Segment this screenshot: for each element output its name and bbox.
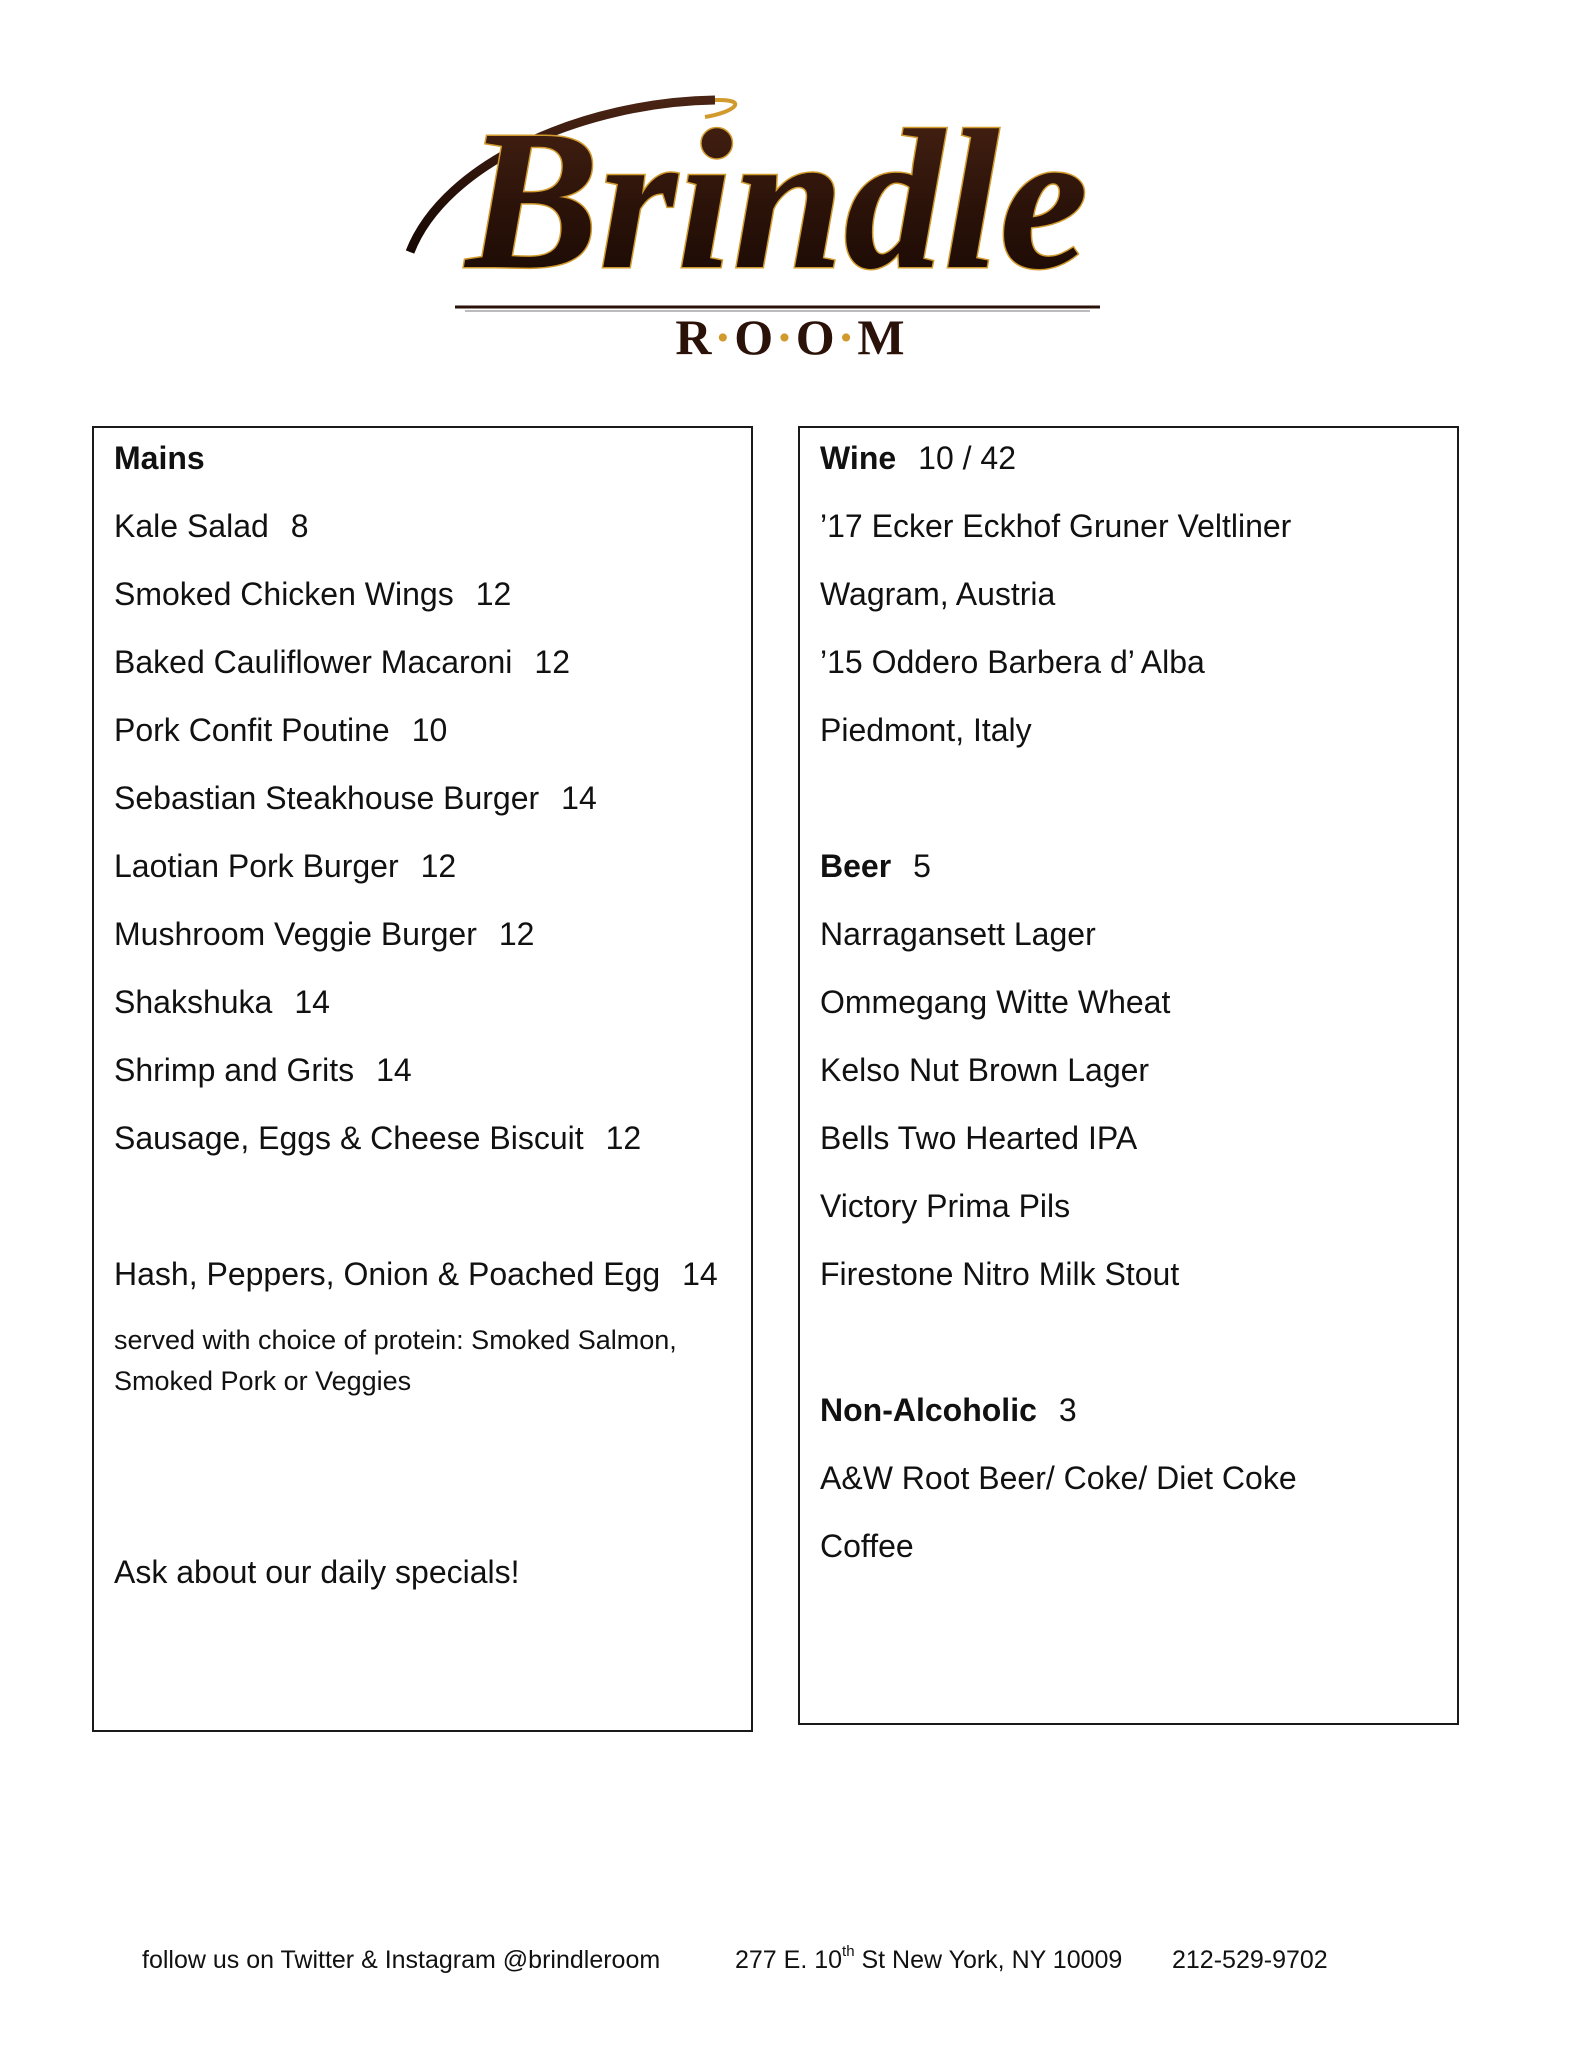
mains-heading: Mains	[114, 440, 205, 476]
beer-heading-label: Beer	[820, 848, 892, 884]
item-price: 10	[411, 712, 448, 748]
wine-heading	[820, 438, 1016, 478]
menu-item	[114, 1254, 718, 1294]
footer	[0, 1938, 1582, 1982]
item-price: 14	[561, 780, 597, 816]
svg-text:Brindle: Brindle	[465, 92, 1089, 311]
menu-item	[114, 1118, 641, 1158]
item-name: Hash, Peppers, Onion & Poached Egg	[114, 1256, 661, 1292]
item-name: Baked Cauliflower Macaroni	[114, 644, 513, 680]
item-name: Shrimp and Grits	[114, 1052, 355, 1088]
item-price: 12	[475, 576, 512, 612]
menu-item	[114, 574, 511, 614]
menu-item	[114, 506, 309, 546]
wine-heading-label: Wine	[820, 440, 897, 476]
item-price: 12	[498, 916, 535, 952]
item-name: Mushroom Veggie Burger	[114, 916, 477, 952]
item-price: 12	[534, 644, 570, 680]
item-name: Sausage, Eggs & Cheese Biscuit	[114, 1120, 584, 1156]
item-price: 14	[376, 1052, 412, 1088]
beer-line: Bells Two Hearted IPA	[820, 1120, 1138, 1156]
beer-price: 5	[913, 848, 931, 884]
item-name: Sebastian Steakhouse Burger	[114, 780, 540, 816]
brand-logo	[0, 0, 1582, 380]
item-price: 14	[682, 1256, 718, 1292]
menu-item	[114, 982, 330, 1022]
brindle-wordmark-logo	[405, 92, 1150, 322]
non-alcoholic-line: A&W Root Beer/ Coke/ Diet Coke	[820, 1460, 1297, 1496]
mains-section	[92, 426, 753, 1732]
protein-note-line: Smoked Pork or Veggies	[114, 1366, 412, 1396]
protein-note	[114, 1320, 714, 1402]
item-price: 8	[290, 508, 309, 544]
menu-item	[114, 778, 597, 818]
item-price: 14	[294, 984, 330, 1020]
menu-item	[114, 710, 447, 750]
item-name: Kale Salad	[114, 508, 269, 544]
menu-item	[114, 1050, 412, 1090]
beer-line: Narragansett Lager	[820, 916, 1096, 952]
beer-line: Kelso Nut Brown Lager	[820, 1052, 1150, 1088]
item-name: Pork Confit Poutine	[114, 712, 390, 748]
item-price: 12	[605, 1120, 642, 1156]
beer-line: Victory Prima Pils	[820, 1188, 1071, 1224]
item-name: Smoked Chicken Wings	[114, 576, 454, 612]
non-alcoholic-line: Coffee	[820, 1528, 914, 1564]
phone-number: 212-529-9702	[1172, 1946, 1328, 1974]
non-alcoholic-heading	[820, 1390, 1077, 1430]
menu-item	[114, 642, 570, 682]
menu-item	[114, 846, 456, 886]
item-name: Laotian Pork Burger	[114, 848, 399, 884]
wine-line: Piedmont, Italy	[820, 712, 1032, 748]
protein-note-line: served with choice of protein: Smoked Salmon,	[114, 1325, 677, 1355]
non-alcoholic-price: 3	[1058, 1392, 1077, 1428]
drinks-section	[798, 426, 1459, 1725]
address: 277 E. 10th St New York, NY 10009	[735, 1943, 1123, 1974]
social-handle: follow us on Twitter & Instagram @brindleroom	[142, 1946, 661, 1974]
wine-line: ’17 Ecker Eckhof Gruner Veltliner	[820, 508, 1292, 544]
beer-heading	[820, 846, 931, 886]
non-alcoholic-heading-label: Non-Alcoholic	[820, 1392, 1037, 1428]
wine-line: ’15 Oddero Barbera d’ Alba	[820, 644, 1205, 680]
item-name: Shakshuka	[114, 984, 273, 1020]
wine-price: 10 / 42	[918, 440, 1017, 476]
menu-item	[114, 914, 534, 954]
beer-line: Ommegang Witte Wheat	[820, 984, 1171, 1020]
item-price: 12	[420, 848, 457, 884]
wine-line: Wagram, Austria	[820, 576, 1056, 612]
specials-note: Ask about our daily specials!	[114, 1554, 520, 1590]
beer-line: Firestone Nitro Milk Stout	[820, 1256, 1180, 1292]
room-subtitle: R·O·O·M	[675, 309, 907, 365]
